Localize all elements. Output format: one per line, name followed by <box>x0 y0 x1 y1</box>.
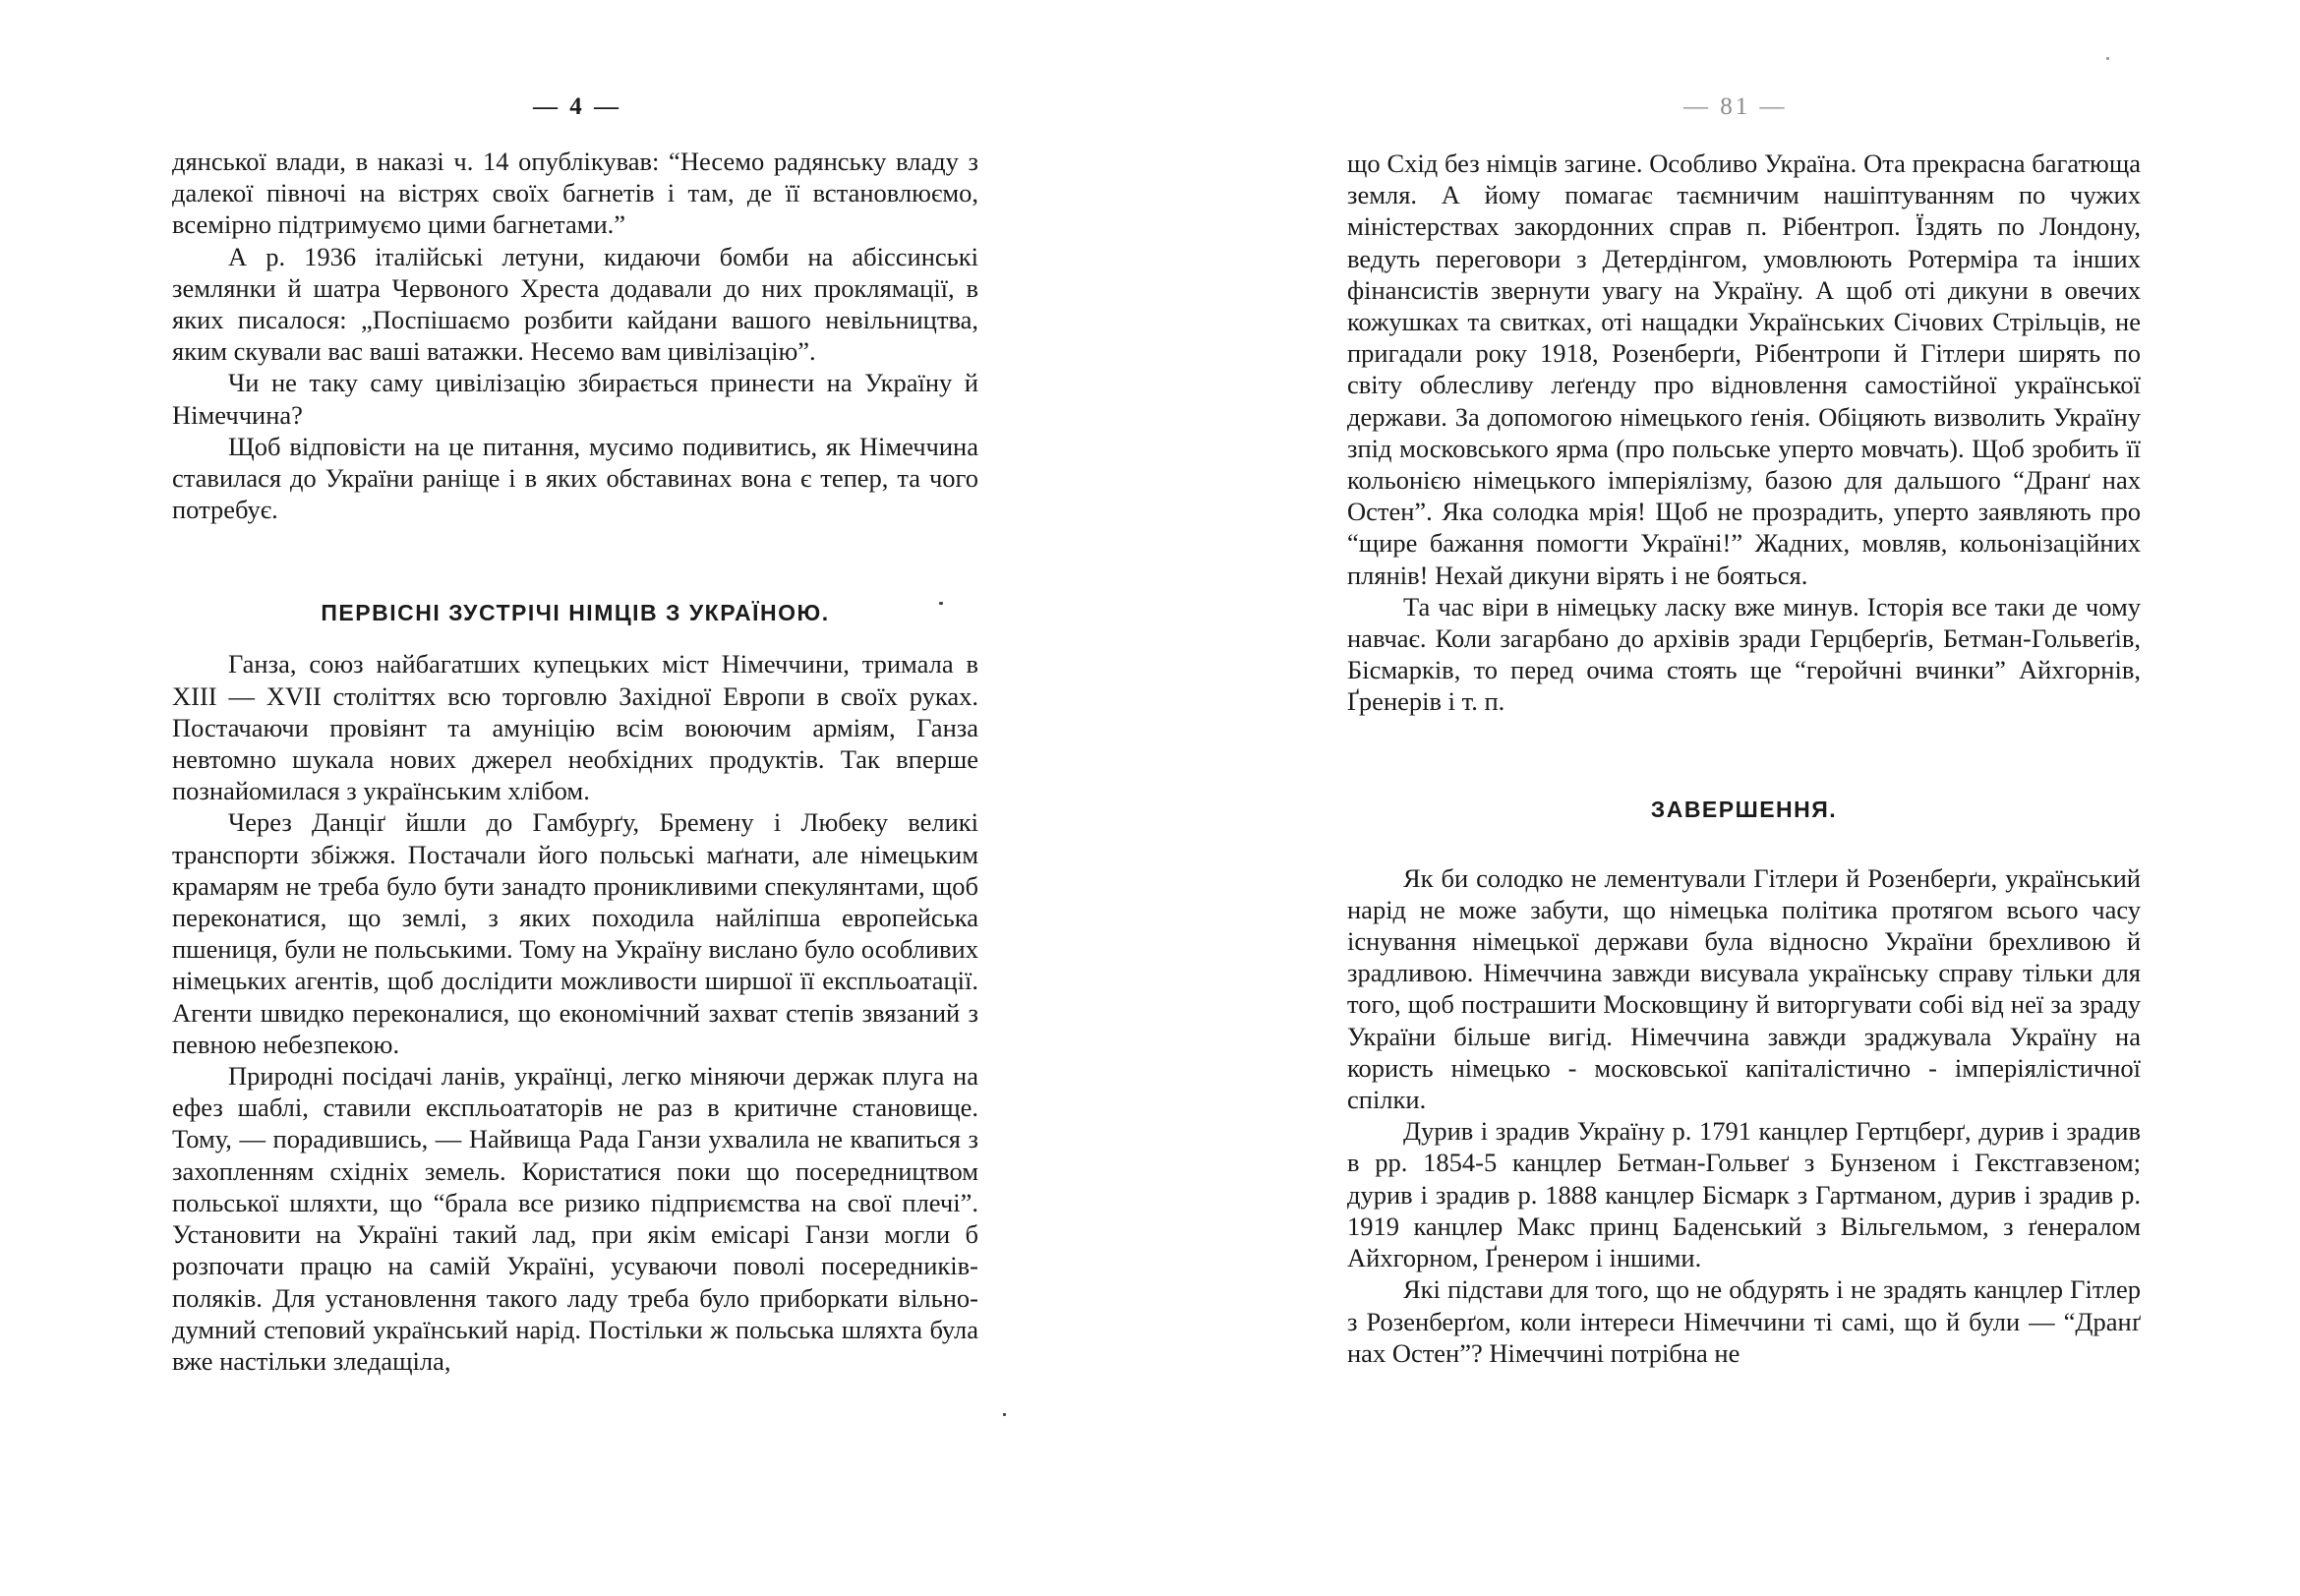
left-paragraph-5: Ганза, союз найбагатших купецьких міст Німеччини, тримала в XIII — XVII століттях всю торговлю Західної Европи в своїх руках. Постачаючи провіянт та амуніцію всім воюючим арміям, Ганза невтомно шукала нових джерел необхідних продуктів. Так вперше познайомилася з українським хлібом. <box>172 649 978 806</box>
left-paragraph-1: дянської влади, в наказі ч. 14 опублікував: “Несемо радянську владу з далекої півночі на вістрях своїх багнетів і там, де її встановлюємо, всемірно підтримуємо цими багнетами.” <box>172 147 978 240</box>
left-paragraph-7: Природні посідачі ланів, українці, легко міняючи держак плуга на ефез шаблі, ставили експльоататорів не раз в критичне становище. Тому, — порадившись, — Найвища Рада Ганзи ухвалила не квапиться з захопленням східніх земель. Користатися поки що посередництвом польської шляхти, що “брала все ризико підприємства на свої плечі”. Установити на Україні такий лад, при якім емісарі Ганзи могли б розпочати працю на самій Україні, усуваючи поволі посередників-поляків. Для установлення такого ладу треба було приборкати вільно-думний степовий український нарід. Постільки ж польська шляхта була вже настільки зледащіла, <box>172 1061 978 1376</box>
left-paragraph-3: Чи не таку саму цивілізацію збирається принести на Україну й Німеччина? <box>172 368 978 430</box>
right-paragraph-4: Дурив і зрадив Україну р. 1791 канцлер Гертцберґ, дурив і зрадив в рр. 1854-5 канцлер Бетман-Гольвеґ з Бунзеном і Гекстгавзеном; дурив і зрадив р. 1888 канцлер Бісмарк з Гартманом, дурив і зрадив р. 1919 канцлер Макс принц Баденський з Вільгельмом, з ґенералом Айхгорном, Ґренером і іншими. <box>1347 1116 2141 1273</box>
ink-speck <box>939 602 943 605</box>
left-paragraph-6: Через Данціґ йшли до Гамбурґу, Бремену і Любеку великі транспорти збіжжя. Постачали його польські маґнати, але німецьким крамарям не треба було бути занадто проникливими спекулянтами, щоб переконатися, що землі, з яких походила найліпша европейська пшениця, були не польськими. Тому на Україну вислано було особливих німецьких агентів, щоб дослідити можливости ширшої її експльоатації. Агенти швидко переконалися, що економічний захват степів звязаний з певною небезпекою. <box>172 807 978 1059</box>
ink-speck <box>1003 1413 1006 1416</box>
left-section-heading: ПЕРВІСНІ ЗУСТРІЧІ НІМЦІВ З УКРАЇНОЮ. <box>321 600 830 626</box>
right-section-heading: ЗАВЕРШЕННЯ. <box>1650 796 1838 822</box>
left-paragraph-4: Щоб відповісти на це питання, мусимо подивитись, як Німеччина ставилася до України раніще і в яких обставинах вона є тепер, та чого потребує. <box>172 431 978 525</box>
right-paragraph-2: Та час віри в німецьку ласку вже минув. Історія все таки де чому навчає. Коли загарбано до архівів зради Герцберґів, Бетман-Гольвеґів, Бісмарків, то перед очима стоять ще “геройчні вчинки” Айхгорнів, Ґренерів і т. п. <box>1347 591 2141 717</box>
left-page-number: — 4 — <box>533 93 621 120</box>
right-paragraph-3: Як би солодко не лементували Гітлери й Розенберґи, український нарід не може забути, що німецька політика протягом всього часу існування німецької держави була відносно України брехливою й зрадливою. Німеччина завжди висувала українську справу тільки для того, щоб пострашити Московщину й виторгувати собі від неї за зраду України більше вигід. Німеччина завжди зраджувала Україну на користь німецько - московської капіталістично - імперіялістичної спілки. <box>1347 862 2141 1115</box>
right-page-number: — 81 — <box>1683 93 1788 120</box>
right-paragraph-1: що Схід без німців загине. Особливо Україна. Ота прекрасна багатюща земля. А йому помагає таємничим нашіптуванням по чужих міністерствах закордонних справ п. Рібентроп. Їздять по Лондону, ведуть переговори з Детердінгом, умовлюють Ротерміра та інших фінансистів звернути увагу на Україну. А щоб оті дикуни в овечих кожушках та свитках, оті нащадки Українських Січових Стрільців, не пригадали року 1918, Розенберґи, Рібентропи й Гітлери ширять по світу облесливу леґенду про відновлення самостійної української держави. За допомогою німецького ґенія. Обіцяють визволить Україну зпід московського ярма (про польське уперто мовчать). Щоб зробить її кольонією німецького імперіялізму, базою для дальшого “Дранґ нах Остен”. Яка солодка мрія! Щоб не прозрадить, уперто заявляють про “щире бажання помогти Україні!” Жадних, мовляв, кольонізаційних плянів! Нехай дикуни вірять і не бояться. <box>1347 148 2141 590</box>
ink-speck <box>2106 57 2109 60</box>
right-paragraph-5: Які підстави для того, що не обдурять і не зрадять канцлер Гітлер з Розенберґом, коли інтереси Німеччини ті самі, що й були — “Дранґ нах Остен”? Німеччині потрібна не <box>1347 1274 2141 1368</box>
left-paragraph-2: А р. 1936 італійські летуни, кидаючи бомби на абіссинські землянки й шатра Червоного Хреста додавали до них проклямації, в яких писалося: „Поспішаємо розбити кайдани вашого невільництва, яким скували вас ваші ватажки. Несемо вам цивілізацію”. <box>172 241 978 367</box>
left-page-body <box>172 146 978 1377</box>
right-page-body <box>1347 148 2141 1369</box>
